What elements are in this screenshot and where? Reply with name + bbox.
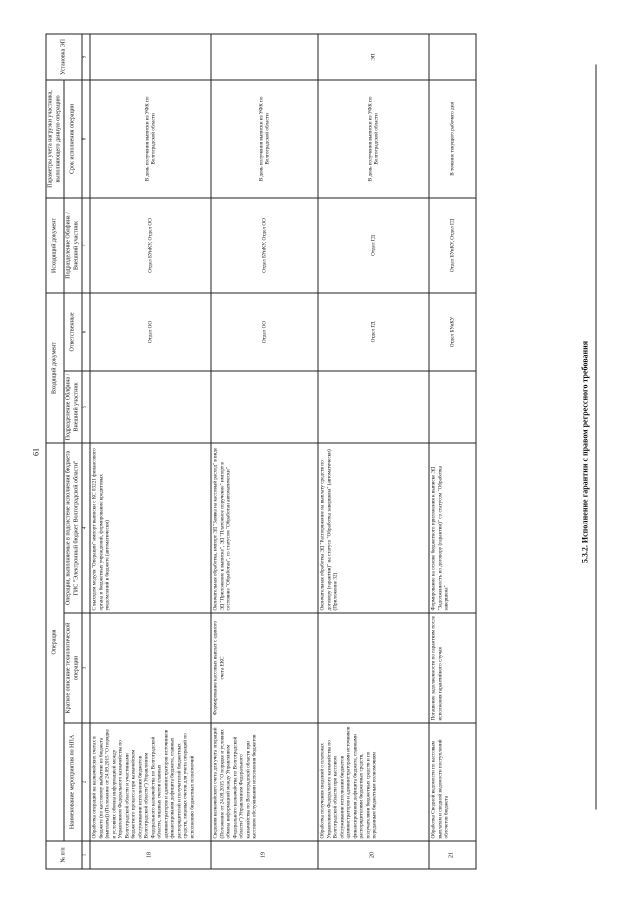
index-cell: 5 (82, 371, 90, 443)
table-row (211, 34, 318, 869)
row-ei (90, 34, 211, 80)
header-row-1 (46, 34, 64, 869)
page-number: 61 (31, 448, 41, 456)
header-output-doc-group: Исходящий документ (46, 198, 64, 293)
row-ops: Формирование на основе бюджетного приложения к выписке ЭД "Задолженность по договору (гарантии)" со статусом "Обработка завершена" (429, 443, 476, 613)
index-cell: 3 (82, 613, 90, 723)
table-row (318, 34, 429, 869)
row-event: Обработка получения сведений о платежах Управлением Федерального казначейства по Волгоградской области при кассовом обслуживании исполнения бюджетов администраторов и администраторами источников финансирования дефицита бюджета, главными распорядителями бюджетных средств, получателями бюджетных средств и по переданным бюджетным полномочиям (318, 723, 429, 841)
row-in-resp: Отдел БУиКУ (429, 293, 476, 371)
index-cell: 6 (82, 293, 90, 371)
table-row (90, 34, 211, 869)
row-in-unit (318, 371, 429, 443)
row-short (90, 613, 211, 723)
row-event: Сведения казначейского счета для учета операций (Положение от 24.09.2015 "О порядке и условиях обмена информацией между Управлением Федерального казначейства по Волгоградской области") Управлением Федерального казначейства по Волгоградской области при кассовом обслуживании исполнения бюджетов (211, 723, 318, 841)
index-cell: 8 (82, 80, 90, 198)
row-out-unit: Отдел ГД (318, 198, 429, 293)
row-out-unit: Отдел БУиКУ, Отдел ОО (90, 198, 211, 293)
row-short: Формирование кассовых выплат с единого счета ЕКС (211, 613, 318, 723)
row-ei (211, 34, 318, 80)
row-num: 21 (429, 841, 476, 869)
row-deadline: В день получения выписки из УФК по Волгоградской области (318, 80, 429, 198)
row-deadline: В день получения выписки из УФК по Волгоградской области (90, 80, 211, 198)
header-row-2 (64, 34, 82, 869)
row-in-unit (429, 371, 476, 443)
row-num: 20 (318, 841, 429, 869)
row-ei (429, 34, 476, 80)
row-event: Обработка операций на казначейских счетах в бюджете (по кассовому выбытию из бюджета (выплаты)) (Положение от 24.09.2015 "О порядке и условиях обмена информацией между Управлением Федерального казначейства по Волгоградской области и участниками бюджетного процесса при казначейском обслуживании исполнения бюджетов Волгоградской области") Управлением Федерального казначейства по Волгоградской области, лицевых счетов главных администраторов и администраторов источников финансирования дефицита бюджета, главных распорядителей и получателей бюджетных средств, лицевых счетов для учета операций по исполнению бюджетных полномочий (90, 723, 211, 841)
row-short (318, 613, 429, 723)
row-deadline: В течение текущего рабочего дня (429, 80, 476, 198)
header-ops: Операции, выполняемые в подсистеме исполнения бюджета ГИС "Электронный бюджет Волгоградской области" (64, 443, 82, 613)
row-ops: Окончательная обработка, импорт ЭД "Заявка на кассовый расход" в виде ЭД "Приложение к выписке", ЭД "Платежное поручение" импорт в состояние "Обработан", со статусом "Обработан автоматически" (211, 443, 318, 613)
row-ops: Окончательная обработка ЭД "Распоряжение на выплату средств по договору (гарантии)" на статусе "Обработка завершена" (автоматически) (Приложение 32) (318, 443, 429, 613)
header-deadline: Срок исполнения операции (64, 80, 82, 198)
row-in-resp: Отдел ОО (211, 293, 318, 371)
row-in-resp: Отдел ГД (318, 293, 429, 371)
header-in-resp: Ответственные (64, 293, 82, 371)
row-out-unit: Отдел БУиКУ, Отдел ОО (211, 198, 318, 293)
row-short: Погашение задолженности по гарантиям после исполнения гарантийного случая (429, 613, 476, 723)
table-row (429, 34, 476, 869)
header-in-unit: Подразделение Облфина / Внешний участник (64, 371, 82, 443)
row-event: Обработка Сводной ведомости по кассовым выплатам и сводной ведомости поступлений облсчетов бюджета (429, 723, 476, 841)
row-out-unit: Отдел БУиКУ, Отдел ГД (429, 198, 476, 293)
index-cell: 1 (82, 841, 90, 869)
header-params-group: Параметры учета нагрузки участника, выполняющего данную операцию (46, 80, 64, 198)
row-in-resp: Отдел ОО (90, 293, 211, 371)
operations-table (46, 33, 477, 869)
index-cell: 7 (82, 198, 90, 293)
header-out-unit: Подразделение Облфина / Внешний участник (64, 198, 82, 293)
header-event: Наименование мероприятия по НПА (64, 723, 82, 841)
row-deadline: В день получения выписки из УФК по Волгоградской области (211, 80, 318, 198)
row-ei: ЭП (318, 34, 429, 80)
rotated-page-content (28, 35, 613, 870)
header-input-doc-group: Входящий документ (46, 293, 64, 443)
row-num: 19 (211, 841, 318, 869)
section-title: 5.3.2. Исполнение гарантии с правом регрессного требования (580, 340, 590, 564)
section-divider (596, 65, 597, 810)
header-num: № п/п (46, 841, 82, 869)
index-row (82, 34, 90, 869)
index-cell: 4 (82, 443, 90, 613)
header-ei: Установка ЭП (46, 34, 82, 80)
index-cell: 2 (82, 723, 90, 841)
row-in-unit (90, 371, 211, 443)
header-operation-group: Операция (46, 443, 64, 841)
row-in-unit (211, 371, 318, 443)
header-short: Краткое описание технологической операции (64, 613, 82, 723)
index-cell: 9 (82, 34, 90, 80)
row-ops: С выходом модуля "Операции" импорт выписки с КС 03221 финансового органа и бюджетных учреждений, формирование кредитовых уведомлений в бюджете (автоматически) (90, 443, 211, 613)
row-num: 18 (90, 841, 211, 869)
